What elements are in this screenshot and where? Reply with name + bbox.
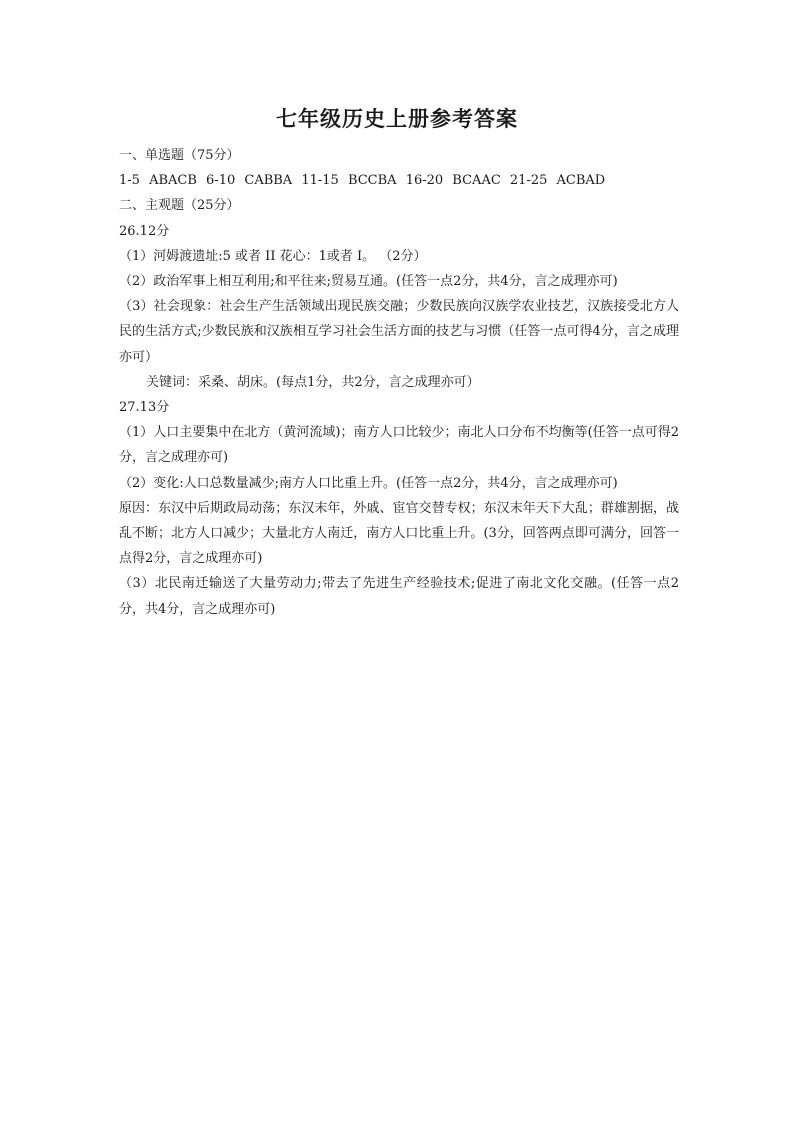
section2-heading: 二、主观题（25分）: [119, 198, 240, 214]
q27-part2: （2）变化:人口总数量减少;南方人口比重上升。(任答一点2分，共4分，言之成理亦可): [119, 475, 618, 491]
q27-part3: （3）北民南迁输送了大量劳动力;带去了先进生产经验技术;促进了南北文化交融。(任答一点2分，共4分，言之成理亦可): [119, 576, 679, 617]
section1-heading: 一、单选题（75分）: [119, 148, 240, 163]
q26-part2: （2）政治军事上相互利用;和平往来;贸易互通。(任答一点2分，共4分，言之成理亦可): [119, 274, 618, 290]
page-title: 七年级历史上册参考答案: [276, 106, 518, 131]
q26-part3: （3）社会现象：社会生产生活领域出现民族交融；少数民族向汉族学农业技艺，汉族接受北方人民的生活方式;少数民族和汉族相互学习社会生活方面的技艺与习惯（任答一点可得4分，言之成理亦可）: [119, 299, 679, 365]
single-choice-answers: 1-5 ABACB 6-10 CABBA 11-15 BCCBA 16-20 BCAAC 21-25 ACBAD: [119, 173, 606, 189]
q26-part1: （1）河姆渡遗址:5 或者 II 花心：1或者 I。 （2分）: [119, 248, 427, 264]
q26-keywords: 关键词：采桑、胡床。(每点1分，共2分，言之成理亦可）: [146, 374, 480, 390]
q27-part1: （1）人口主要集中在北方（黄河流域)；南方人口比较少；南北人口分布不均衡等(任答一点可得2分，言之成理亦可): [119, 425, 679, 466]
q27-header: 27.13分: [119, 400, 170, 416]
q27-reasons: 原因：东汉中后期政局动荡；东汉末年，外戚、宦官交替专权；东汉末年天下大乱；群雄割据，战乱不断；北方人口减少；大量北方人南迁，南方人口比重上升。(3分，回答两点即可满分，回答一点得2分，言之成理亦可): [119, 500, 679, 567]
answer-content: [119, 143, 679, 622]
q26-header: 26.12分: [119, 223, 170, 239]
